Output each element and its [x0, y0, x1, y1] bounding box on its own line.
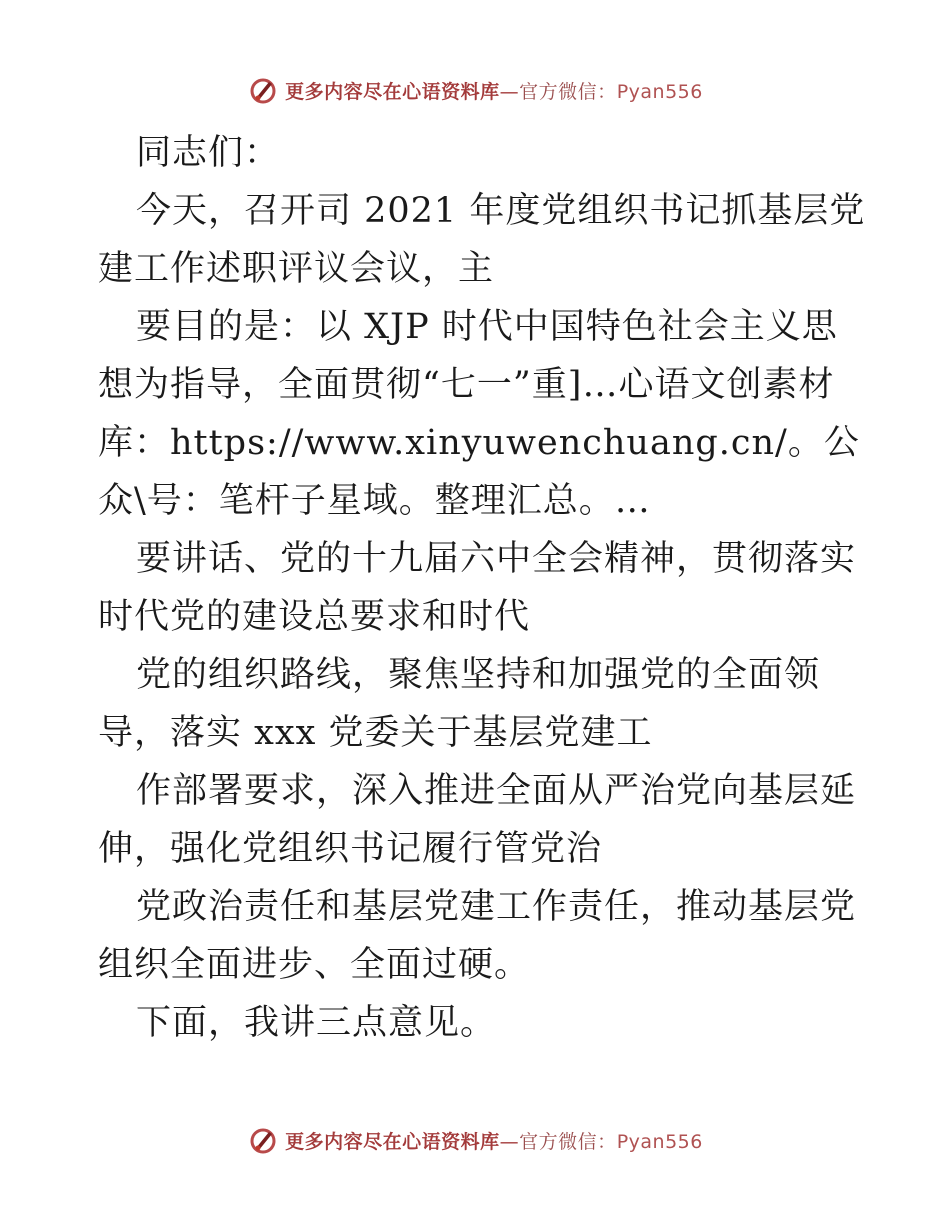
paragraph: 要讲话、党的十九届六中全会精神，贯彻落实时代党的建设总要求和时代	[98, 539, 857, 637]
document-body	[98, 124, 868, 1052]
paragraph: 党的组织路线，聚焦坚持和加强党的全面领导，落实 xxx 党委关于基层党建工	[98, 655, 821, 753]
watermark-id: Pyan556	[616, 1130, 703, 1153]
watermark-sub: 官方微信：	[519, 1130, 617, 1153]
header-watermark	[0, 70, 950, 110]
paragraph: 作部署要求，深入推进全面从严治党向基层延伸，强化党组织书记履行管党治	[98, 771, 857, 869]
footer-watermark	[0, 1120, 950, 1160]
watermark-dash: —	[499, 1130, 520, 1153]
watermark-sub: 官方微信：	[519, 80, 617, 103]
watermark-dash: —	[499, 80, 520, 103]
watermark-text	[285, 77, 703, 104]
paragraph: 党政治责任和基层党建工作责任，推动基层党组织全面进步、全面过硬。	[98, 887, 857, 985]
paragraph: 今天，召开司 2021 年度党组织书记抓基层党建工作述职评议会议，主	[98, 191, 866, 289]
watermark-main: 更多内容尽在心语资料库	[285, 80, 500, 103]
watermark-text	[285, 1127, 703, 1154]
watermark-main: 更多内容尽在心语资料库	[285, 1130, 500, 1153]
brush-logo-icon	[247, 74, 279, 106]
paragraph-greeting: 同志们：	[136, 133, 281, 173]
paragraph: 下面，我讲三点意见。	[136, 1003, 497, 1043]
brush-logo-icon	[247, 1124, 279, 1156]
paragraph: 要目的是：以 XJP 时代中国特色社会主义思想为指导，全面贯彻“七一”重]…心语文创素材库：https://www.xinyuwenchuang.cn/。公众\号：笔杆子星域。整理汇总。…	[98, 307, 860, 521]
watermark-id: Pyan556	[616, 80, 703, 103]
